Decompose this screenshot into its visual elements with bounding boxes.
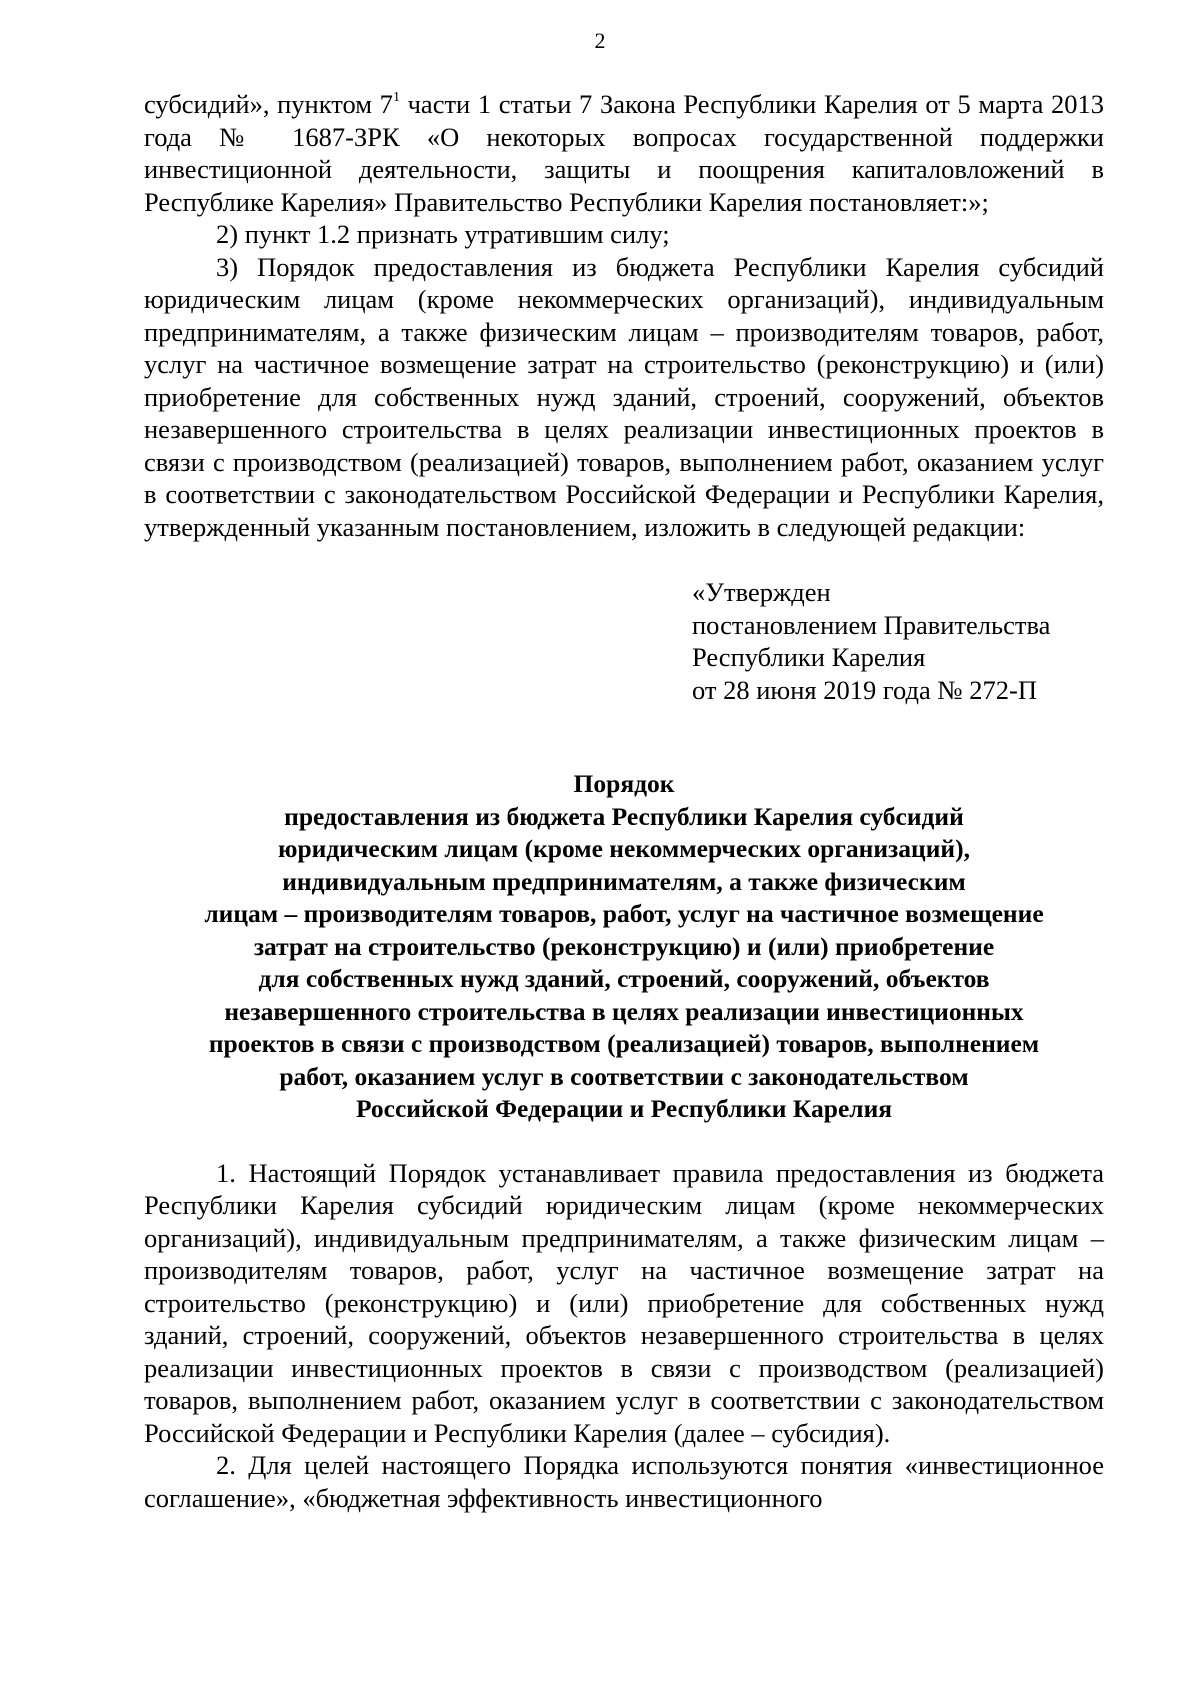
page-number: 2 [594,28,606,53]
item-2-paragraph: 2) пункт 1.2 признать утратившим силу; [216,219,670,249]
approval-line-3: Республики Карелия [692,642,926,672]
title-line: индивидуальным предпринимателям, а также физическим [282,866,966,896]
regulation-sections [144,1157,1104,1515]
title-line: лицам – производителям товаров, работ, услуг на частичное возмещение [204,899,1044,928]
title-line: проектов в связи с производством (реализацией) товаров, выполнением [208,1029,1040,1058]
intro-text-end: части 1 статьи 7 Закона Республики Карелия от 5 марта 2013 года № 1687-ЗРК «О некоторых вопросах государственной поддержки инвестиционной деятельности, защиты и поощрения капиталовложений в Республике Карелия» Правительство Республики Карелия постановляет:»; [144,89,1104,217]
title-line: для собственных нужд зданий, строений, сооружений, объектов [258,964,990,993]
title-line: юридическим лицам (кроме некоммерческих организаций), [278,834,970,863]
document-title [144,768,1104,1126]
section-2-paragraph: 2. Для целей настоящего Порядка используются понятия «инвестиционное соглашение», «бюджетная эффективность инвестиционного [144,1450,1104,1513]
intro-text-start: субсидий», пунктом 7 [144,89,393,119]
title-line: работ, оказанием услуг в соответствии с законодательством [279,1061,969,1091]
approval-line-4: от 28 июня 2019 года № 272-П [692,674,1038,705]
title-line: Российской Федерации и Республики Карелия [355,1094,893,1123]
item-3-paragraph: 3) Порядок предоставления из бюджета Республики Карелия субсидий юридическим лицам (кроме некоммерческих организаций), индивидуальным предпринимателям, а также физическим лицам – производителям товаров, работ, услуг на частичное возмещение затрат на строительство (реконструкцию) и (или) приобретение для собственных нужд зданий, строений, сооружений, объектов незавершенного строительства в целях реализации инвестиционных проектов в связи с производством (реализацией) товаров, выполнением работ, оказанием услуг в соответствии с законодательством Российской Федерации и Республики Карелия, утвержденный указанным постановлением, изложить в следующей редакции: [144,251,1104,542]
title-line: предоставления из бюджета Республики Карелия субсидий [284,801,964,831]
superscript-index: 1 [392,90,400,105]
intro-paragraph [144,88,1104,218]
approval-stamp-block [692,576,1112,706]
title-heading: Порядок [573,769,675,798]
section-1-paragraph: 1. Настоящий Порядок устанавливает правила предоставления из бюджета Республики Карелия субсидий юридическим лицам (кроме некоммерческих организаций), индивидуальным предпринимателям, а также физическим лицам – производителям товаров, работ, услуг на частичное возмещение затрат на строительство (реконструкцию) и (или) приобретение для собственных нужд зданий, строений, сооружений, объектов незавершенного строительства в целях реализации инвестиционных проектов в связи с производством (реализацией) товаров, выполнением работ, оказанием услуг в соответствии с законодательством Российской Федерации и Республики Карелия (далее – субсидия). [144,1157,1104,1448]
title-line: затрат на строительство (реконструкцию) и (или) приобретение [253,931,995,961]
approval-line-2: постановлением Правительства [692,609,1051,640]
title-line: незавершенного строительства в целях реализации инвестиционных [224,996,1024,1026]
approval-line-1: «Утвержден [692,577,831,607]
document-body [144,88,1104,1514]
